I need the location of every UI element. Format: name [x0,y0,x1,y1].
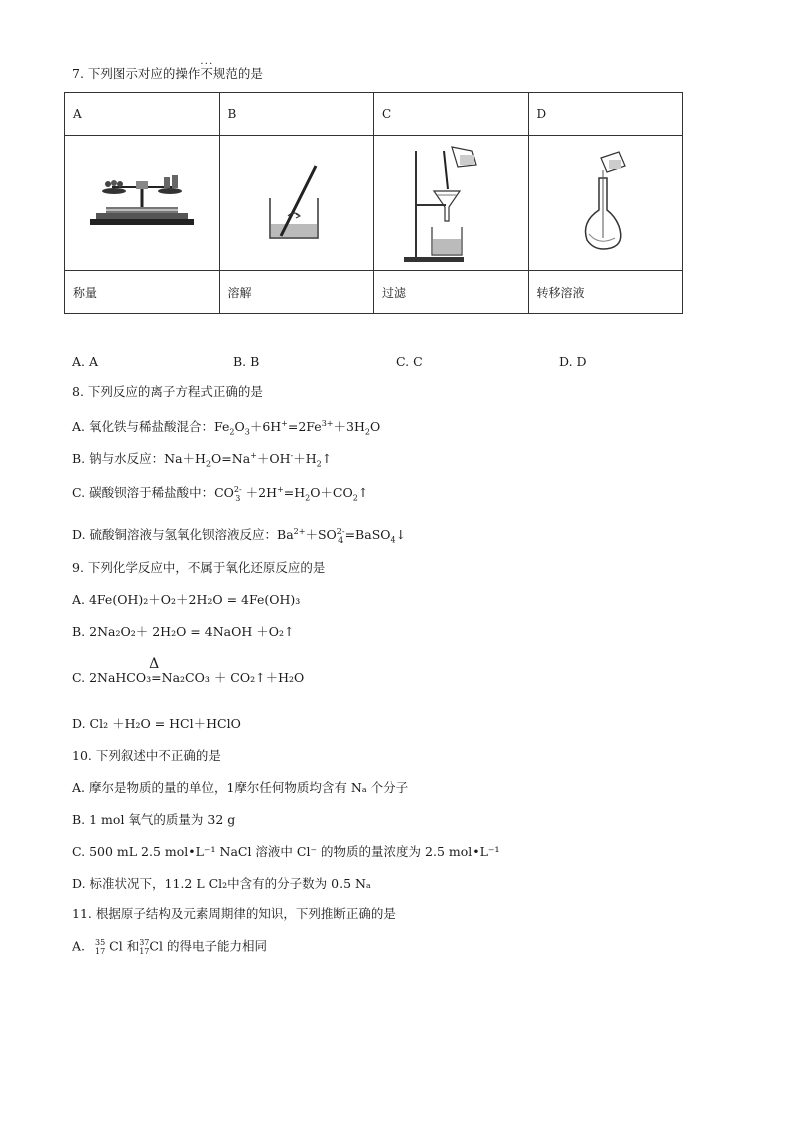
q11-option-a-mid: Cl 和 [109,938,140,954]
choice-d[interactable]: D. D [559,354,587,369]
q8-option-b-text: B. 钠与水反应： [72,451,165,467]
label-transfer: 转移溶液 [528,271,683,314]
label-filtration: 过滤 [374,271,529,314]
volumetric-flask-icon [555,148,655,258]
col-header-a: A [65,93,220,136]
q7-stem-tail: 的是 [237,66,263,81]
col-header-d: D [528,93,683,136]
q11-option-a-text: Cl 的得电子能力相同 [149,938,267,954]
choice-a[interactable]: A. A [72,354,99,369]
q9-option-b[interactable]: B. 2Na₂O₂＋ 2H₂O = 4NaOH ＋O₂↑ [72,624,295,639]
q9-option-d[interactable]: D. Cl₂ ＋H₂O = HCl＋HClO [72,716,241,731]
figure-balance [65,136,220,271]
q11-option-a[interactable] [72,938,267,956]
q10-stem: 10. 下列叙述中不正确的是 [72,748,221,763]
filtration-apparatus-icon [396,141,506,265]
label-weighing: 称量 [65,271,220,314]
q8-option-a[interactable]: A. 氧化铁与稀盐酸混合：$Fe_2O_3+6H^+=2Fe^{3+}+3H_2O$ [72,419,381,437]
q11-stem: 11. 根据原子结构及元素周期律的知识，下列推断正确的是 [72,906,396,921]
beaker-stirring-icon [246,158,346,248]
q10-option-c[interactable]: C. 500 mL 2.5 mol•L⁻¹ NaCl 溶液中 Cl⁻ 的物质的量浓度为 2.5 mol•L⁻¹ [72,844,500,859]
figure-dissolve [219,136,374,271]
col-header-b: B [219,93,374,136]
heat-delta-icon: Δ = [149,656,162,685]
q8-option-d[interactable]: D. 硫酸铜溶液与氢氧化钡溶液反应：$Ba^{2+}+SO2-$ 4=BaSO$_4$↓ [72,526,407,545]
q8-option-d-text: D. 硫酸铜溶液与氢氧化钡溶液反应： [72,527,278,543]
q8-option-c-text: C. 碳酸钡溶于稀盐酸中： [72,485,215,501]
figure-filter [374,136,529,271]
q10-option-b[interactable]: B. 1 mol 氧气的质量为 32 g [72,812,236,827]
isotope-35-notation: 35 17 [95,938,106,956]
q7-emphasis: 不规范 · · · [200,66,238,81]
q8-option-c[interactable]: C. 碳酸钡溶于稀盐酸中：CO2- $3 +2H^+=H_2O+CO_2↑$ [72,484,369,503]
q8-stem: 8. 下列反应的离子方程式正确的是 [72,384,263,399]
q7-stem [72,66,263,82]
q10-option-a[interactable]: A. 摩尔是物质的量的单位，1摩尔任何物质均含有 Nₐ 个分子 [72,780,409,795]
q9-option-c-products: Na₂CO₃ ＋ CO₂↑＋H₂O [161,670,305,685]
q7-table [64,92,683,314]
figure-transfer [528,136,683,271]
isotope-37-notation: 37 17 [139,938,150,956]
q9-option-c[interactable] [72,656,305,686]
balance-icon [82,163,202,243]
q9-stem: 9. 下列化学反应中，不属于氧化还原反应的是 [72,560,326,575]
q11-option-a-label: A. [72,938,86,954]
q9-option-a[interactable]: A. 4Fe(OH)₂＋O₂＋2H₂O = 4Fe(OH)₃ [72,592,301,607]
q7-stem-text: 7. 下列图示对应的操作 [72,66,201,81]
q8-option-a-text: A. 氧化铁与稀盐酸混合： [72,419,214,435]
q8-option-b[interactable]: B. 钠与水反应：$Na+H_2O=Na^++OH^-+H_2↑$ [72,451,333,469]
label-dissolving: 溶解 [219,271,374,314]
q9-option-c-text: C. 2NaHCO₃ [72,670,152,685]
col-header-c: C [374,93,529,136]
choice-b[interactable]: B. B [233,354,260,369]
choice-c[interactable]: C. C [396,354,423,369]
q10-option-d[interactable]: D. 标准状况下，11.2 L Cl₂中含有的分子数为 0.5 Nₐ [72,876,371,891]
